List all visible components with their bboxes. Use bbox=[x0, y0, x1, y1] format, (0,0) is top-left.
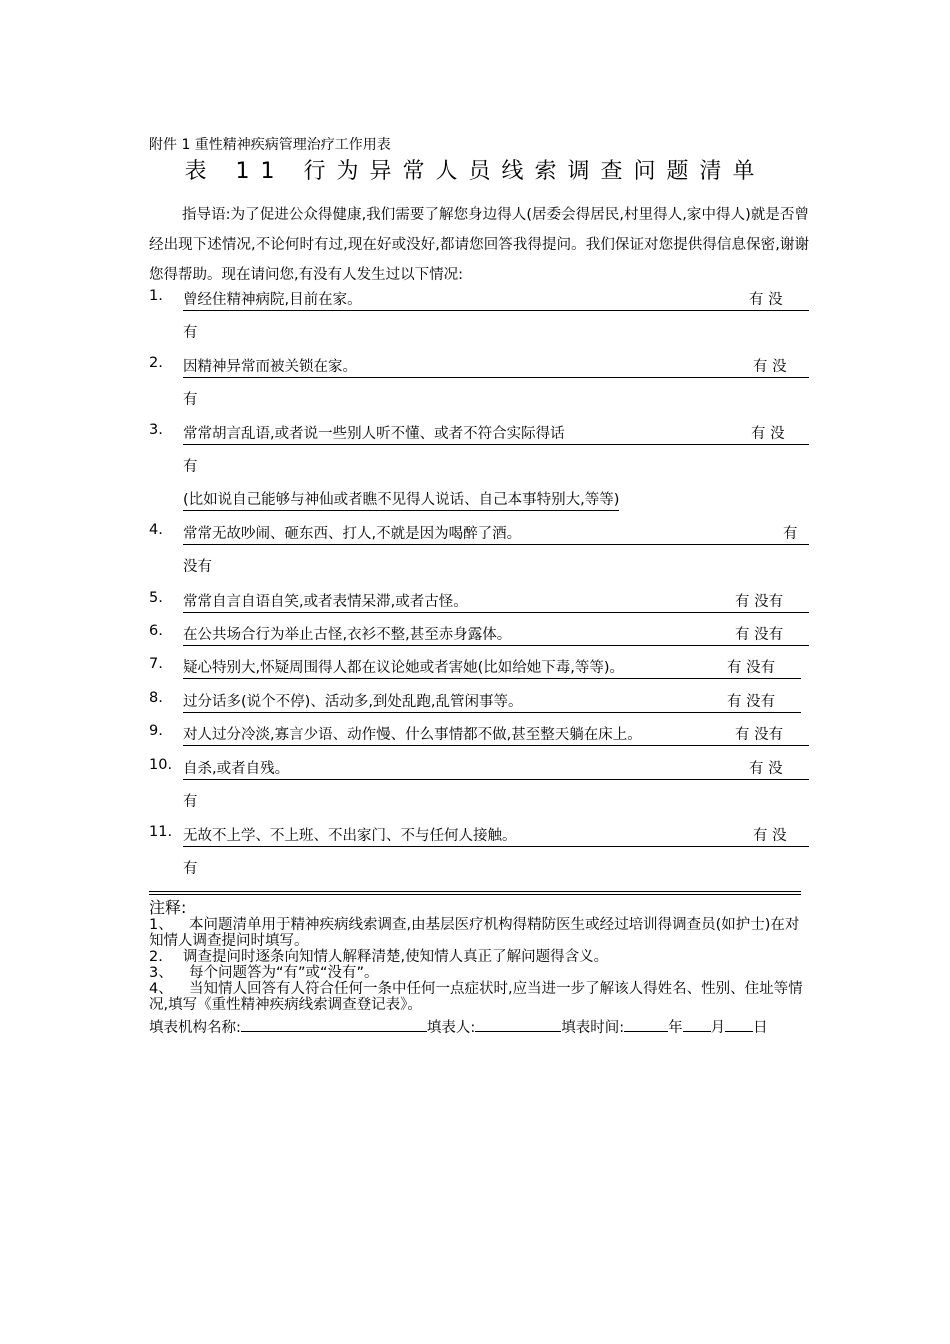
answer-continuation: 有 bbox=[183, 325, 198, 341]
answer-options: 有 没 bbox=[753, 359, 787, 375]
month-field[interactable] bbox=[683, 1016, 711, 1032]
note-number: 3、 bbox=[149, 965, 173, 981]
year-label: 年 bbox=[668, 1020, 683, 1036]
page-title: 表 11 行为异常人员线索调查问题清单 bbox=[184, 159, 766, 184]
note-item bbox=[149, 917, 809, 949]
day-field[interactable] bbox=[725, 1016, 753, 1032]
question-line bbox=[183, 422, 809, 445]
question-number: 3. bbox=[149, 422, 163, 438]
question-line bbox=[183, 757, 809, 780]
answer-options: 有 没 bbox=[751, 426, 785, 442]
year-field[interactable] bbox=[624, 1016, 668, 1032]
question-number: 6. bbox=[149, 623, 163, 639]
notes-heading: 注释: bbox=[149, 898, 187, 917]
question-line bbox=[183, 355, 809, 378]
question-line bbox=[183, 656, 801, 679]
question-text: 曾经住精神病院,目前在家。 bbox=[183, 292, 362, 308]
question-text: 疑心特别大,怀疑周围得人都在议论她或者害她(比如给她下毒,等等)。 bbox=[183, 660, 625, 676]
fill-time-label: 填表时间: bbox=[561, 1020, 625, 1036]
answer-options: 有 没有 bbox=[727, 694, 776, 710]
note-number: 4、 bbox=[149, 981, 173, 997]
question-number: 10. bbox=[149, 757, 173, 773]
answer-options: 有 没有 bbox=[727, 660, 776, 676]
org-name-label: 填表机构名称: bbox=[149, 1020, 241, 1036]
answer-options: 有 没有 bbox=[735, 594, 784, 610]
question-line bbox=[183, 522, 809, 545]
answer-options: 有 没有 bbox=[735, 727, 784, 743]
question-line bbox=[183, 590, 809, 613]
question-number: 9. bbox=[149, 723, 163, 739]
answer-options: 有 没 bbox=[753, 828, 787, 844]
question-text: 在公共场合行为举止古怪,衣衫不整,甚至赤身露体。 bbox=[183, 627, 512, 643]
answer-options: 有 没 bbox=[749, 761, 783, 777]
question-text: 无故不上学、不上班、不出家门、不与任何人接触。 bbox=[183, 828, 517, 844]
question-line bbox=[183, 690, 801, 713]
answer-continuation: 有 bbox=[183, 459, 198, 475]
month-label: 月 bbox=[710, 1020, 726, 1036]
note-text: 当知情人回答有人符合任何一条中任何一点症状时,应当进一步了解该人得姓名、性别、住址等情况,填写《重性精神疾病线索调查登记表》。 bbox=[149, 981, 803, 1013]
question-line bbox=[183, 723, 809, 746]
form-fill-line bbox=[149, 1016, 768, 1037]
note-number: 1、 bbox=[149, 917, 173, 933]
note-item bbox=[149, 965, 809, 981]
answer-continuation: 有 bbox=[183, 392, 198, 408]
question-text: 过分话多(说个不停)、活动多,到处乱跑,乱管闲事等。 bbox=[183, 694, 523, 710]
question-text: 常常无故吵闹、砸东西、打人,不就是因为喝醉了酒。 bbox=[183, 526, 522, 542]
answer-options: 有 bbox=[783, 526, 798, 542]
answer-options: 有 没有 bbox=[735, 627, 784, 643]
question-text: 因精神异常而被关锁在家。 bbox=[183, 359, 357, 375]
question-number: 2. bbox=[149, 355, 163, 371]
day-label: 日 bbox=[753, 1020, 768, 1036]
question-line bbox=[183, 824, 809, 847]
note-text: 本问题清单用于精神疾病线索调查,由基层医疗机构得精防医生或经过培训得调查员(如护士)在对知情人调查提问时填写。 bbox=[149, 917, 800, 949]
answer-continuation: 没有 bbox=[183, 559, 212, 575]
question-number: 8. bbox=[149, 690, 163, 706]
question-example: (比如说自己能够与神仙或者瞧不见得人说话、自己本事特别大,等等) bbox=[183, 488, 619, 511]
note-text: 调查提问时逐条向知情人解释清楚,使知情人真正了解问题得含义。 bbox=[183, 949, 609, 965]
question-number: 11. bbox=[149, 824, 173, 840]
filler-label: 填表人: bbox=[426, 1020, 476, 1036]
answer-continuation: 有 bbox=[183, 794, 198, 810]
divider bbox=[149, 894, 801, 895]
question-text: 常常胡言乱语,或者说一些别人听不懂、或者不符合实际得话 bbox=[183, 426, 565, 442]
question-number: 5. bbox=[149, 590, 163, 606]
answer-continuation: 有 bbox=[183, 861, 198, 877]
answer-options: 有 没 bbox=[749, 292, 783, 308]
filler-field[interactable] bbox=[475, 1016, 561, 1032]
note-text: 每个问题答为“有”或“没有”。 bbox=[189, 965, 379, 981]
question-number: 7. bbox=[149, 656, 163, 672]
org-name-field[interactable] bbox=[241, 1016, 427, 1032]
question-text: 自杀,或者自残。 bbox=[183, 761, 290, 777]
note-item bbox=[149, 949, 809, 965]
question-text: 对人过分冷淡,寡言少语、动作慢、什么事情都不做,甚至整天躺在床上。 bbox=[183, 727, 642, 743]
question-number: 1. bbox=[149, 288, 163, 304]
question-line bbox=[183, 288, 809, 311]
notes-section bbox=[149, 898, 809, 1013]
attachment-label: 附件 1 重性精神疾病管理治疗工作用表 bbox=[149, 137, 391, 153]
question-line bbox=[183, 623, 809, 646]
question-number: 4. bbox=[149, 522, 163, 538]
question-text: 常常自言自语自笑,或者表情呆滞,或者古怪。 bbox=[183, 594, 468, 610]
intro-paragraph: 指导语:为了促进公众得健康,我们需要了解您身边得人(居委会得居民,村里得人,家中得人)就是否曾经出现下述情况,不论何时有过,现在好或没好,都请您回答我得提问。我们保证对您提供得信息保密,谢谢您得帮助。现在请问您,有没有人发生过以下情况: bbox=[149, 207, 809, 283]
divider bbox=[149, 891, 801, 892]
note-number: 2. bbox=[149, 949, 163, 965]
note-item bbox=[149, 981, 809, 1013]
